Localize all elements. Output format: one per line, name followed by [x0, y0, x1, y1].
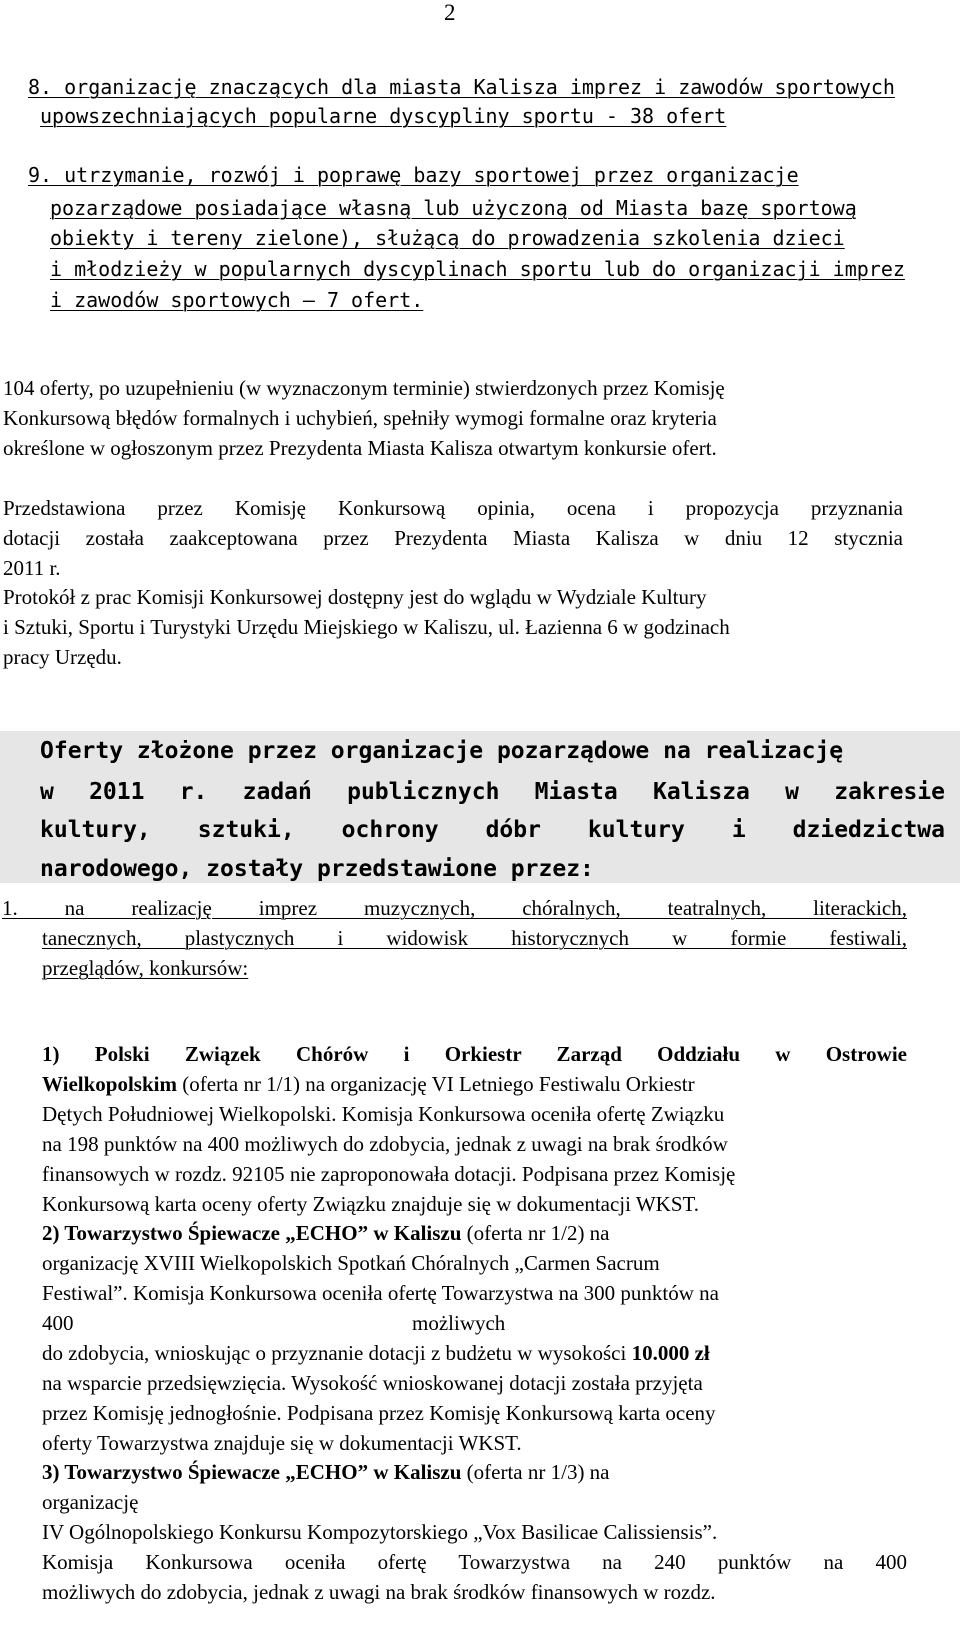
page-number: 2: [444, 0, 456, 25]
entry-3-line-4: Komisja Konkursowa oceniła ofertę Towarzystwa na 240 punktów na 400: [42, 1550, 907, 1574]
entry-1-line-5: finansowych w rozdz. 92105 nie zaproponowała dotacji. Podpisana przez Komisję: [42, 1162, 736, 1186]
entry-1-line-4: na 198 punktów na 400 możliwych do zdobycia, jednak z uwagi na brak środków: [42, 1132, 728, 1156]
section-1-line-2: tanecznych, plastycznych i widowisk historycznych w formie festiwali,: [42, 926, 907, 950]
entry-2-line-7: przez Komisję jednogłośnie. Podpisana przez Komisję Konkursową karta oceny: [42, 1401, 716, 1425]
para-1-line-2: Konkursową błędów formalnych i uchybień, spełniły wymogi formalne oraz kryteria: [3, 406, 717, 430]
entry-2-line-1: [42, 1219, 610, 1247]
item-8-line-2: upowszechniających popularne dyscypliny sportu - 38 ofert: [40, 104, 727, 128]
entry-1-org-name: Wielkopolskim: [42, 1072, 177, 1096]
heading-line-3: kultury, sztuki, ochrony dóbr kultury i dziedzictwa: [40, 817, 945, 843]
entry-3-line-3: IV Ogólnopolskiego Konkursu Kompozytorskiego „Vox Basilicae Calissiensis”.: [42, 1520, 718, 1544]
para-2-line-2: dotacji została zaakceptowana przez Prezydenta Miasta Kalisza w dniu 12 stycznia: [3, 526, 903, 550]
entry-3-line-5: możliwych do zdobycia, jednak z uwagi na brak środków finansowych w rozdz.: [42, 1580, 716, 1604]
para-2-line-5: i Sztuki, Sportu i Turystyki Urzędu Miejskiego w Kaliszu, ul. Łazienna 6 w godzinach: [3, 615, 730, 639]
entry-3-line-1: [42, 1458, 610, 1486]
para-2-line-4: Protokół z prac Komisji Konkursowej dostępny jest do wglądu w Wydziale Kultury: [3, 585, 707, 609]
heading-line-4: narodowego, zostały przedstawione przez:: [40, 856, 594, 882]
entry-2-line-5-text: do zdobycia, wnioskując o przyznanie dotacji z budżetu w wysokości: [42, 1341, 632, 1365]
entry-2-title: 2) Towarzystwo Śpiewacze „ECHO” w Kaliszu: [42, 1221, 462, 1245]
entry-3-line-2: organizację: [42, 1490, 139, 1514]
entry-1-line-3: Dętych Południowej Wielkopolski. Komisja Konkursowa oceniła ofertę Związku: [42, 1102, 725, 1126]
item-9-line-4: i młodzieży w popularnych dyscyplinach sportu lub do organizacji imprez: [50, 257, 905, 281]
entry-2-line-8: oferty Towarzystwa znajduje się w dokumentacji WKST.: [42, 1431, 522, 1455]
section-1-line-3: przeglądów, konkursów:: [42, 956, 249, 980]
item-9-line-2: pozarządowe posiadające własną lub użyczoną od Miasta bazę sportową: [50, 196, 857, 220]
section-1-line-1: 1. na realizację imprez muzycznych, chóralnych, teatralnych, literackich,: [2, 896, 907, 920]
para-1-line-3: określone w ogłoszonym przez Prezydenta Miasta Kalisza otwartym konkursie ofert.: [3, 436, 717, 460]
entry-1-line-6: Konkursową karta oceny oferty Związku znajduje się w dokumentacji WKST.: [42, 1192, 700, 1216]
entry-2-offer-number: (oferta nr 1/2) na: [461, 1221, 610, 1245]
para-2-line-1: Przedstawiona przez Komisję Konkursową opinia, ocena i propozycja przyznania: [3, 496, 903, 520]
entry-1-line-2-rest: (oferta nr 1/1) na organizację VI Letniego Festiwalu Orkiestr: [176, 1072, 695, 1096]
entry-2-points-max: 400: [42, 1311, 74, 1335]
entry-2-line-2: organizację XVIII Wielkopolskich Spotkań Chóralnych „Carmen Sacrum: [42, 1251, 660, 1275]
heading-line-2: w 2011 r. zadań publicznych Miasta Kalisza w zakresie: [40, 779, 945, 805]
entry-2-line-3: Festiwal”. Komisja Konkursowa oceniła ofertę Towarzystwa na 300 punktów na: [42, 1281, 719, 1305]
para-1-line-1: 104 oferty, po uzupełnieniu (w wyznaczonym terminie) stwierdzonych przez Komisję: [3, 376, 725, 400]
heading-line-1: Oferty złożone przez organizacje pozarządowe na realizację: [40, 738, 844, 764]
para-2-line-3: 2011 r.: [3, 556, 61, 580]
entry-1-title: 1) Polski Związek Chórów i Orkiestr Zarząd Oddziału w Ostrowie: [42, 1042, 907, 1066]
entry-2-possible-label: możliwych: [412, 1311, 506, 1335]
item-9-line-3: obiekty i tereny zielone), służącą do prowadzenia szkolenia dzieci: [50, 226, 845, 250]
entry-3-title: 3) Towarzystwo Śpiewacze „ECHO” w Kaliszu: [42, 1460, 462, 1484]
item-9-line-5: i zawodów sportowych – 7 ofert.: [50, 288, 424, 312]
entry-1-line-2: [42, 1070, 907, 1098]
entry-2-line-6: na wsparcie przedsięwzięcia. Wysokość wnioskowanej dotacji została przyjęta: [42, 1371, 703, 1395]
entry-3-offer-number: (oferta nr 1/3) na: [461, 1460, 610, 1484]
item-8-line-1: 8. organizację znaczących dla miasta Kalisza imprez i zawodów sportowych: [28, 75, 895, 99]
item-9-line-1: 9. utrzymanie, rozwój i poprawę bazy sportowej przez organizacje: [28, 163, 799, 187]
entry-2-line-5: [42, 1339, 710, 1367]
para-2-line-6: pracy Urzędu.: [3, 645, 122, 669]
entry-2-amount: 10.000 zł: [631, 1341, 710, 1365]
entry-2-line-4: [42, 1309, 506, 1337]
